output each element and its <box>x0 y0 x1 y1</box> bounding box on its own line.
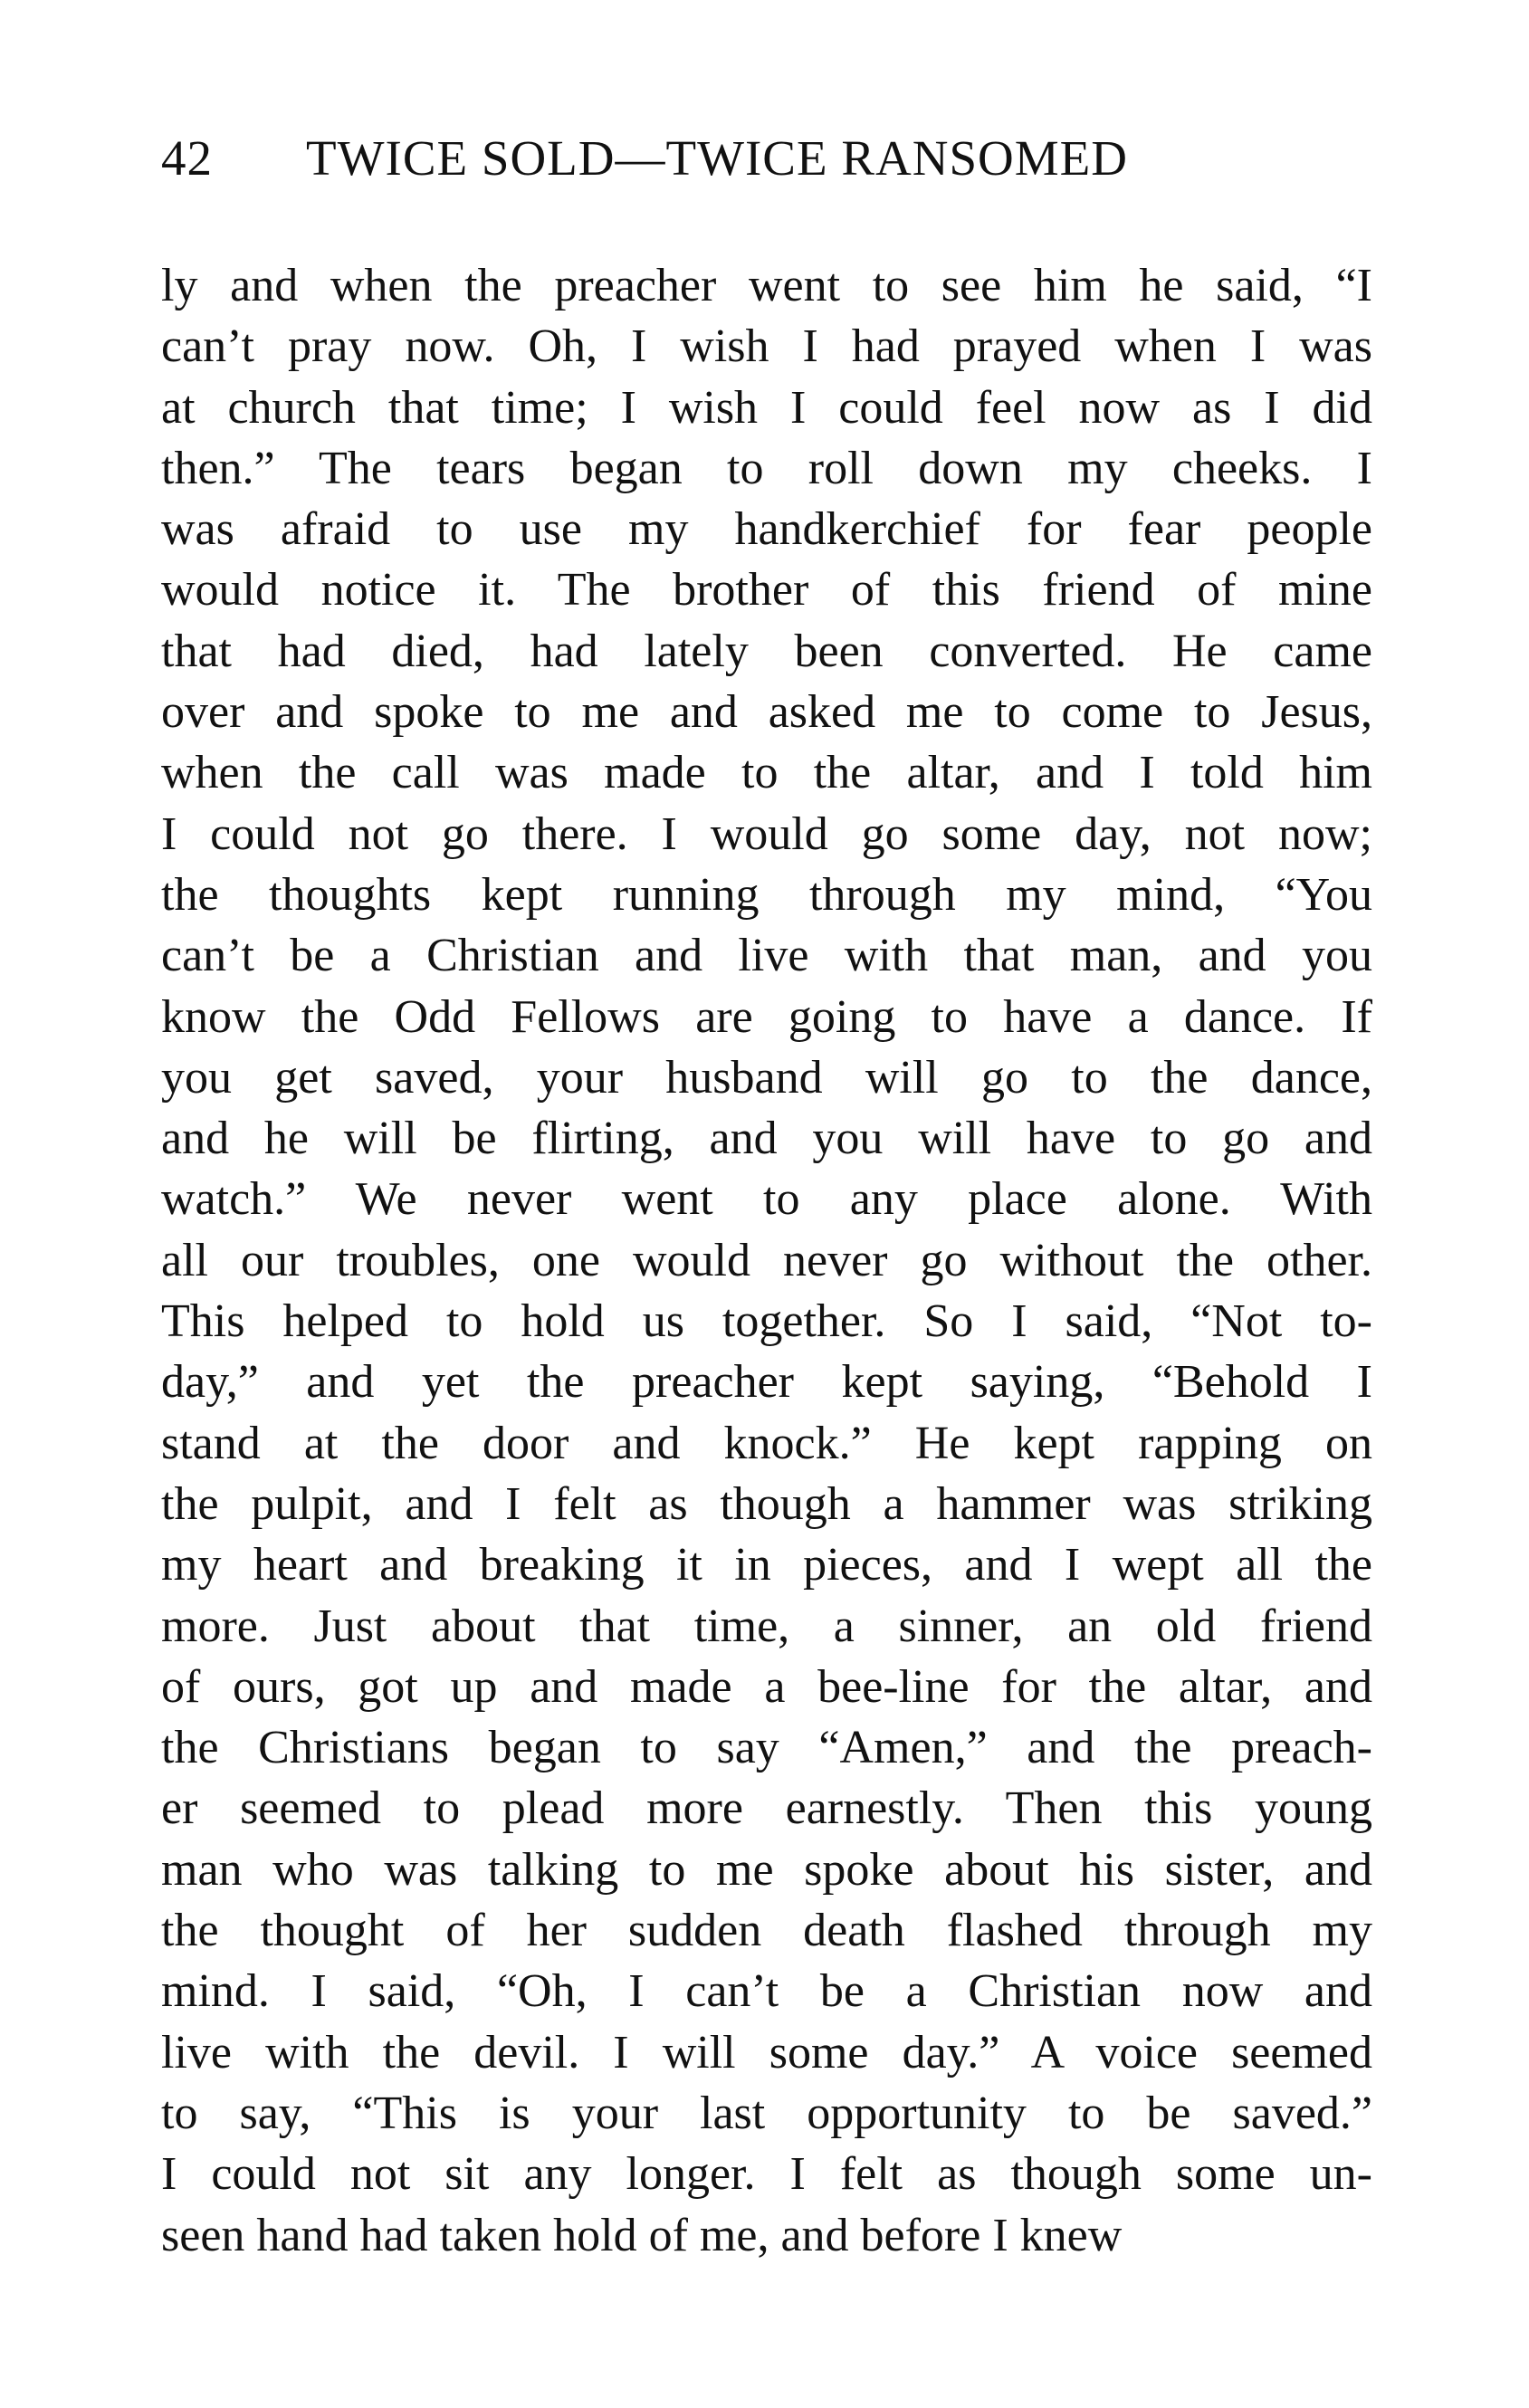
body-text <box>161 255 1372 2266</box>
text-line: when the call was made to the altar, and I told him <box>161 747 1372 799</box>
text-line: I could not sit any longer. I felt as though some un- <box>161 2148 1372 2201</box>
text-line: and he will be flirting, and you will have to go and <box>161 1113 1372 1165</box>
page-number: 42 <box>161 130 213 186</box>
text-line: man who was talking to me spoke about his sister, and <box>161 1843 1372 1896</box>
text-line: can’t be a Christian and live with that man, and you <box>161 930 1372 982</box>
text-line: would notice it. The brother of this friend of mine <box>161 564 1372 616</box>
text-line: was afraid to use my handkerchief for fear people <box>161 503 1372 556</box>
text-line: more. Just about that time, a sinner, an old friend <box>161 1600 1372 1652</box>
text-line: day,” and yet the preacher kept saying, “Behold I <box>161 1356 1372 1409</box>
text-line: then.” The tears began to roll down my cheeks. I <box>161 442 1372 494</box>
text-line: the Christians began to say “Amen,” and the preach- <box>161 1722 1372 1774</box>
text-line: watch.” We never went to any place alone. With <box>161 1173 1372 1226</box>
text-line: seen hand had taken hold of me, and before I knew <box>161 2209 1123 2261</box>
text-line: of ours, got up and made a bee-line for the altar, and <box>161 1660 1372 1713</box>
text-line: to say, “This is your last opportunity to be saved.” <box>161 2087 1372 2139</box>
text-line: you get saved, your husband will go to the dance, <box>161 1051 1372 1104</box>
text-line: over and spoke to me and asked me to come to Jesus, <box>161 686 1372 739</box>
text-line: that had died, had lately been converted. He came <box>161 625 1372 677</box>
text-line: stand at the door and knock.” He kept rapping on <box>161 1417 1372 1469</box>
text-line: live with the devil. I will some day.” A voice seemed <box>161 2026 1372 2078</box>
text-line: know the Odd Fellows are going to have a dance. If <box>161 990 1372 1043</box>
text-line: can’t pray now. Oh, I wish I had prayed when I was <box>161 320 1372 373</box>
text-line: at church that time; I wish I could feel now as I did <box>161 381 1372 434</box>
text-line: all our troubles, one would never go without the other. <box>161 1234 1372 1286</box>
running-head <box>161 127 1374 190</box>
text-line: This helped to hold us together. So I said, “Not to- <box>161 1295 1372 1348</box>
text-line: I could not go there. I would go some day, not now; <box>161 807 1372 860</box>
text-line: the thoughts kept running through my mind, “You <box>161 868 1372 921</box>
text-line: the pulpit, and I felt as though a hammer was striking <box>161 1477 1372 1530</box>
text-line: ly and when the preacher went to see him he said, “I <box>161 260 1372 311</box>
text-line: mind. I said, “Oh, I can’t be a Christian now and <box>161 1965 1372 2018</box>
text-line: my heart and breaking it in pieces, and I wept all the <box>161 1539 1372 1591</box>
text-line: er seemed to plead more earnestly. Then this young <box>161 1782 1372 1835</box>
running-title: TWICE SOLD—TWICE RANSOMED <box>306 130 1128 186</box>
text-line: the thought of her sudden death flashed through my <box>161 1905 1372 1957</box>
